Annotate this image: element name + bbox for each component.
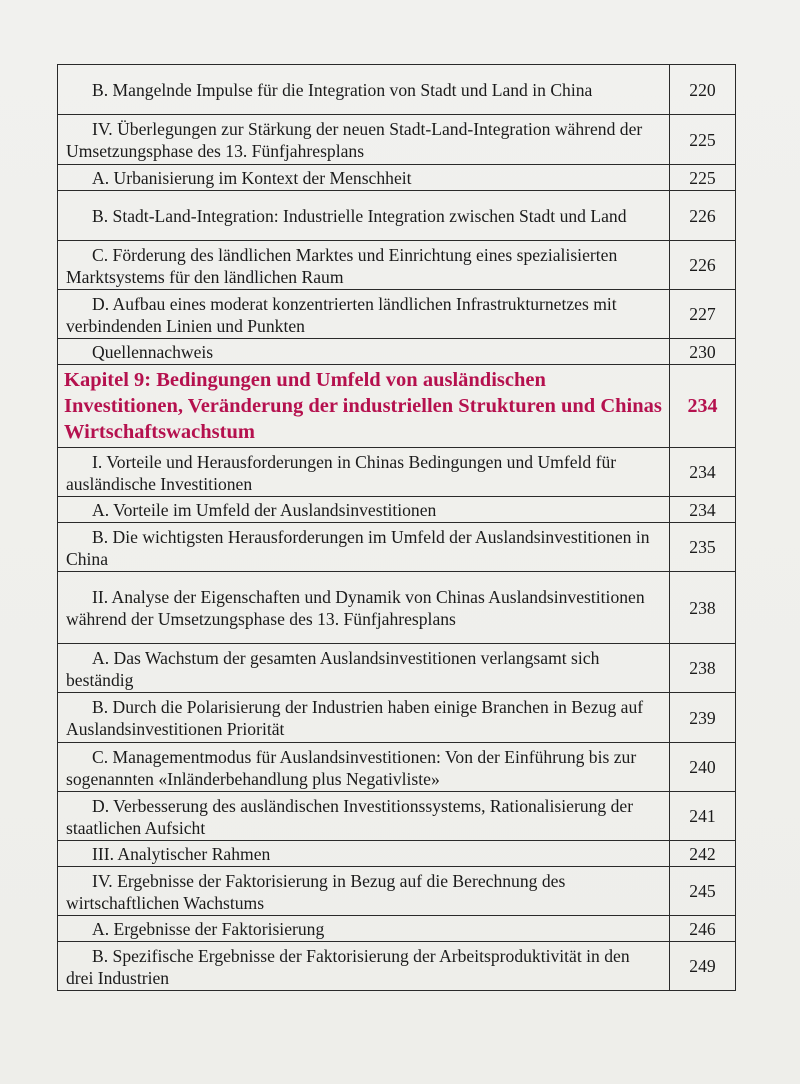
toc-row bbox=[58, 792, 736, 841]
toc-entry-title bbox=[58, 241, 670, 290]
toc-entry-page-number: 240 bbox=[670, 743, 736, 792]
toc-entry-page-number: 226 bbox=[670, 191, 736, 241]
toc-entry-title bbox=[58, 942, 670, 991]
toc-row bbox=[58, 191, 736, 241]
toc-row bbox=[58, 339, 736, 365]
toc-entry-text: I. Vorteile und Herausforderungen in Chinas Bedingungen und Umfeld für ausländische Investitionen bbox=[66, 451, 617, 494]
toc-entry-page-number: 220 bbox=[670, 65, 736, 115]
toc-entry-page-number: 241 bbox=[670, 792, 736, 841]
toc-entry-text: C. Förderung des ländlichen Marktes und Einrichtung eines spezialisierten Marktsystems für den ländlichen Raum bbox=[66, 244, 618, 287]
toc-body bbox=[58, 65, 736, 991]
toc-entry-text: IV. Ergebnisse der Faktorisierung in Bezug auf die Berechnung des wirtschaftlichen Wachstums bbox=[66, 870, 566, 913]
toc-entry-text: IV. Überlegungen zur Stärkung der neuen Stadt-Land-Integration während der Umsetzungsphase des 13. Fünfjahresplans bbox=[66, 119, 643, 161]
toc-chapter-row bbox=[58, 365, 736, 448]
toc-row bbox=[58, 290, 736, 339]
toc-entry-page-number: 234 bbox=[670, 448, 736, 497]
toc-entry-text: II. Analyse der Eigenschaften und Dynamik von Chinas Auslandsinvestitionen während der Umsetzungsphase des 13. Fünfjahresplans bbox=[66, 587, 645, 629]
toc-entry-title bbox=[58, 165, 670, 191]
toc-entry-page-number: 246 bbox=[670, 916, 736, 942]
toc-entry-title bbox=[58, 191, 670, 241]
toc-entry-title bbox=[58, 65, 670, 115]
toc-row bbox=[58, 644, 736, 693]
toc-row bbox=[58, 65, 736, 115]
toc-entry-page-number: 234 bbox=[670, 497, 736, 523]
toc-row bbox=[58, 115, 736, 165]
toc-row bbox=[58, 448, 736, 497]
toc-entry-title bbox=[58, 523, 670, 572]
toc-entry-text: B. Stadt-Land-Integration: Industrielle Integration zwischen Stadt und Land bbox=[92, 206, 627, 226]
toc-entry-text: A. Das Wachstum der gesamten Auslandsinvestitionen verlangsamt sich beständig bbox=[66, 647, 600, 690]
toc-entry-page-number: 227 bbox=[670, 290, 736, 339]
toc-entry-text: B. Die wichtigsten Herausforderungen im Umfeld der Auslandsinvestitionen in China bbox=[66, 526, 650, 569]
toc-row bbox=[58, 916, 736, 942]
toc-entry-title bbox=[58, 115, 670, 165]
toc-entry-page-number: 238 bbox=[670, 644, 736, 693]
toc-entry-text: D. Aufbau eines moderat konzentrierten ländlichen Infrastrukturnetzes mit verbindenden Linien und Punkten bbox=[66, 293, 617, 336]
toc-entry-title bbox=[58, 693, 670, 743]
toc-entry-title bbox=[58, 644, 670, 693]
toc-entry-page-number: 238 bbox=[670, 572, 736, 644]
toc-entry-text: Kapitel 9: Bedingungen und Umfeld von ausländischen Investitionen, Veränderung der industriellen Strukturen und Chinas Wirtschaftswachstum bbox=[64, 369, 662, 443]
toc-row bbox=[58, 572, 736, 644]
toc-entry-text: III. Analytischer Rahmen bbox=[92, 844, 271, 864]
toc-entry-title bbox=[58, 572, 670, 644]
toc-entry-text: A. Vorteile im Umfeld der Auslandsinvestitionen bbox=[92, 500, 437, 520]
toc-entry-page-number: 249 bbox=[670, 942, 736, 991]
toc-entry-text: B. Spezifische Ergebnisse der Faktorisierung der Arbeitsproduktivität in den drei Industrien bbox=[66, 945, 630, 988]
toc-row bbox=[58, 841, 736, 867]
toc-row bbox=[58, 165, 736, 191]
toc-row bbox=[58, 743, 736, 792]
toc-row bbox=[58, 497, 736, 523]
toc-entry-title bbox=[58, 339, 670, 365]
toc-entry-page-number: 245 bbox=[670, 867, 736, 916]
toc-entry-page-number: 226 bbox=[670, 241, 736, 290]
table-of-contents bbox=[57, 64, 736, 991]
toc-entry-text: Quellennachweis bbox=[92, 342, 214, 362]
toc-entry-page-number: 230 bbox=[670, 339, 736, 365]
toc-entry-text: D. Verbesserung des ausländischen Investitionssystems, Rationalisierung der staatlichen Aufsicht bbox=[66, 795, 634, 838]
toc-entry-text: B. Durch die Polarisierung der Industrien haben einige Branchen in Bezug auf Auslandsinvestitionen Priorität bbox=[66, 697, 644, 739]
toc-row bbox=[58, 867, 736, 916]
toc-entry-page-number: 239 bbox=[670, 693, 736, 743]
toc-entry-text: A. Ergebnisse der Faktorisierung bbox=[92, 919, 325, 939]
toc-entry-title bbox=[58, 841, 670, 867]
toc-entry-title bbox=[58, 743, 670, 792]
toc-entry-title bbox=[58, 365, 670, 448]
toc-entry-page-number: 225 bbox=[670, 115, 736, 165]
toc-entry-title bbox=[58, 792, 670, 841]
toc-row bbox=[58, 523, 736, 572]
toc-entry-page-number: 235 bbox=[670, 523, 736, 572]
toc-row bbox=[58, 241, 736, 290]
toc-entry-page-number: 242 bbox=[670, 841, 736, 867]
toc-entry-title bbox=[58, 448, 670, 497]
toc-entry-title bbox=[58, 916, 670, 942]
toc-row bbox=[58, 942, 736, 991]
toc-entry-text: C. Managementmodus für Auslandsinvestitionen: Von der Einführung bis zur sogenannten «Inländerbehandlung plus Negativliste» bbox=[66, 746, 637, 789]
toc-entry-text: A. Urbanisierung im Kontext der Menschheit bbox=[92, 168, 412, 188]
toc-entry-page-number: 225 bbox=[670, 165, 736, 191]
toc-entry-title bbox=[58, 497, 670, 523]
toc-entry-title bbox=[58, 867, 670, 916]
toc-entry-page-number: 234 bbox=[670, 365, 736, 448]
toc-entry-text: B. Mangelnde Impulse für die Integration von Stadt und Land in China bbox=[92, 80, 593, 100]
toc-row bbox=[58, 693, 736, 743]
toc-entry-title bbox=[58, 290, 670, 339]
